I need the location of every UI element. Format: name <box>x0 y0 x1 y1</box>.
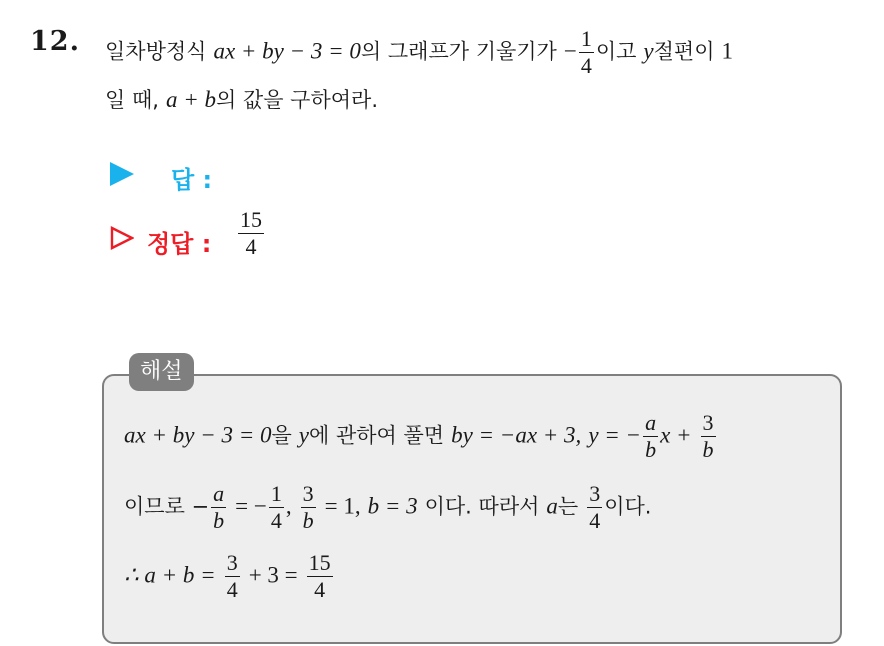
fraction-denominator: 4 <box>226 577 238 603</box>
correct-triangle-icon <box>110 226 134 250</box>
question-text: 이고 <box>595 39 637 64</box>
fraction-denominator: b <box>302 508 314 534</box>
fraction-3-over-b <box>301 483 316 532</box>
explanation-text: 에 관하여 풀면 <box>309 423 445 448</box>
equation: b = 3 <box>367 493 418 519</box>
fraction-3-over-4 <box>225 552 240 601</box>
equation: x + <box>660 422 692 448</box>
fraction-numerator: 3 <box>302 481 314 506</box>
fraction-15-over-4 <box>307 552 333 601</box>
variable-y: y <box>298 422 309 448</box>
correct-answer-fraction <box>238 209 264 258</box>
explanation-tag: 해설 <box>129 353 194 391</box>
fraction-numerator: 15 <box>308 550 331 575</box>
equation: = − <box>235 493 267 519</box>
equation: ax + by − 3 = 0 <box>124 422 272 448</box>
comma: , <box>285 493 292 519</box>
slope-fraction <box>579 28 594 77</box>
answer-triangle-icon <box>110 162 134 186</box>
explanation-text: 이다. 따라서 <box>424 494 540 519</box>
fraction-1-over-4 <box>269 483 284 532</box>
fraction-numerator: 3 <box>226 550 238 575</box>
minus-sign: − <box>563 38 577 64</box>
fraction-denominator: 4 <box>580 53 592 79</box>
equation: by = −ax + 3, <box>451 422 582 448</box>
fraction-numerator: 1 <box>580 26 592 51</box>
variable-y: y <box>643 38 654 64</box>
answer-label: 답 : <box>171 166 213 194</box>
fraction-numerator: 15 <box>240 207 262 232</box>
fraction-denominator: b <box>702 437 714 463</box>
fraction-numerator: 1 <box>270 481 282 506</box>
question-text: 일차방정식 <box>105 39 207 64</box>
intercept-value: 1 <box>721 38 733 64</box>
question-number: 12. <box>30 26 80 57</box>
fraction-denominator: 4 <box>245 234 257 260</box>
correct-answer <box>236 209 266 258</box>
question-line-1 <box>105 28 733 77</box>
equation: ax + by − 3 = 0 <box>213 38 361 64</box>
fraction-denominator: b <box>213 508 225 534</box>
expression: a + b <box>165 87 216 112</box>
fraction-denominator: 4 <box>589 508 601 534</box>
explanation-text: 이므로 − <box>124 494 210 519</box>
question-text: 의 값을 구하여라. <box>215 88 378 112</box>
equation: + 3 = <box>248 562 298 588</box>
question-text: 의 그래프가 기울기가 <box>360 39 557 64</box>
fraction-denominator: b <box>645 437 657 463</box>
fraction-a-over-b <box>211 483 226 532</box>
question-text: 절편이 <box>653 39 715 64</box>
fraction-numerator: 3 <box>589 481 601 506</box>
equation: y = − <box>588 422 642 448</box>
correct-answer-label: 정답 : <box>147 230 212 258</box>
explanation-line-3 <box>124 552 335 601</box>
fraction-3-over-b <box>701 412 716 461</box>
question-text: 일 때, <box>105 88 159 112</box>
equation: ∴ a + b = <box>124 562 216 588</box>
fraction-a-over-b <box>643 412 658 461</box>
explanation-text: 이다. <box>604 494 652 519</box>
explanation-line-1 <box>124 412 718 461</box>
explanation-line-2 <box>124 483 651 532</box>
fraction-3-over-4 <box>587 483 602 532</box>
variable-a: a <box>546 493 558 519</box>
equation: = 1, <box>324 493 361 519</box>
explanation-text: 는 <box>557 494 579 519</box>
fraction-denominator: 4 <box>314 577 326 603</box>
fraction-numerator: a <box>213 481 225 506</box>
explanation-text: 을 <box>271 423 292 448</box>
question-line-2 <box>105 88 378 112</box>
fraction-denominator: 4 <box>270 508 282 534</box>
fraction-numerator: 3 <box>702 410 714 435</box>
fraction-numerator: a <box>645 410 657 435</box>
